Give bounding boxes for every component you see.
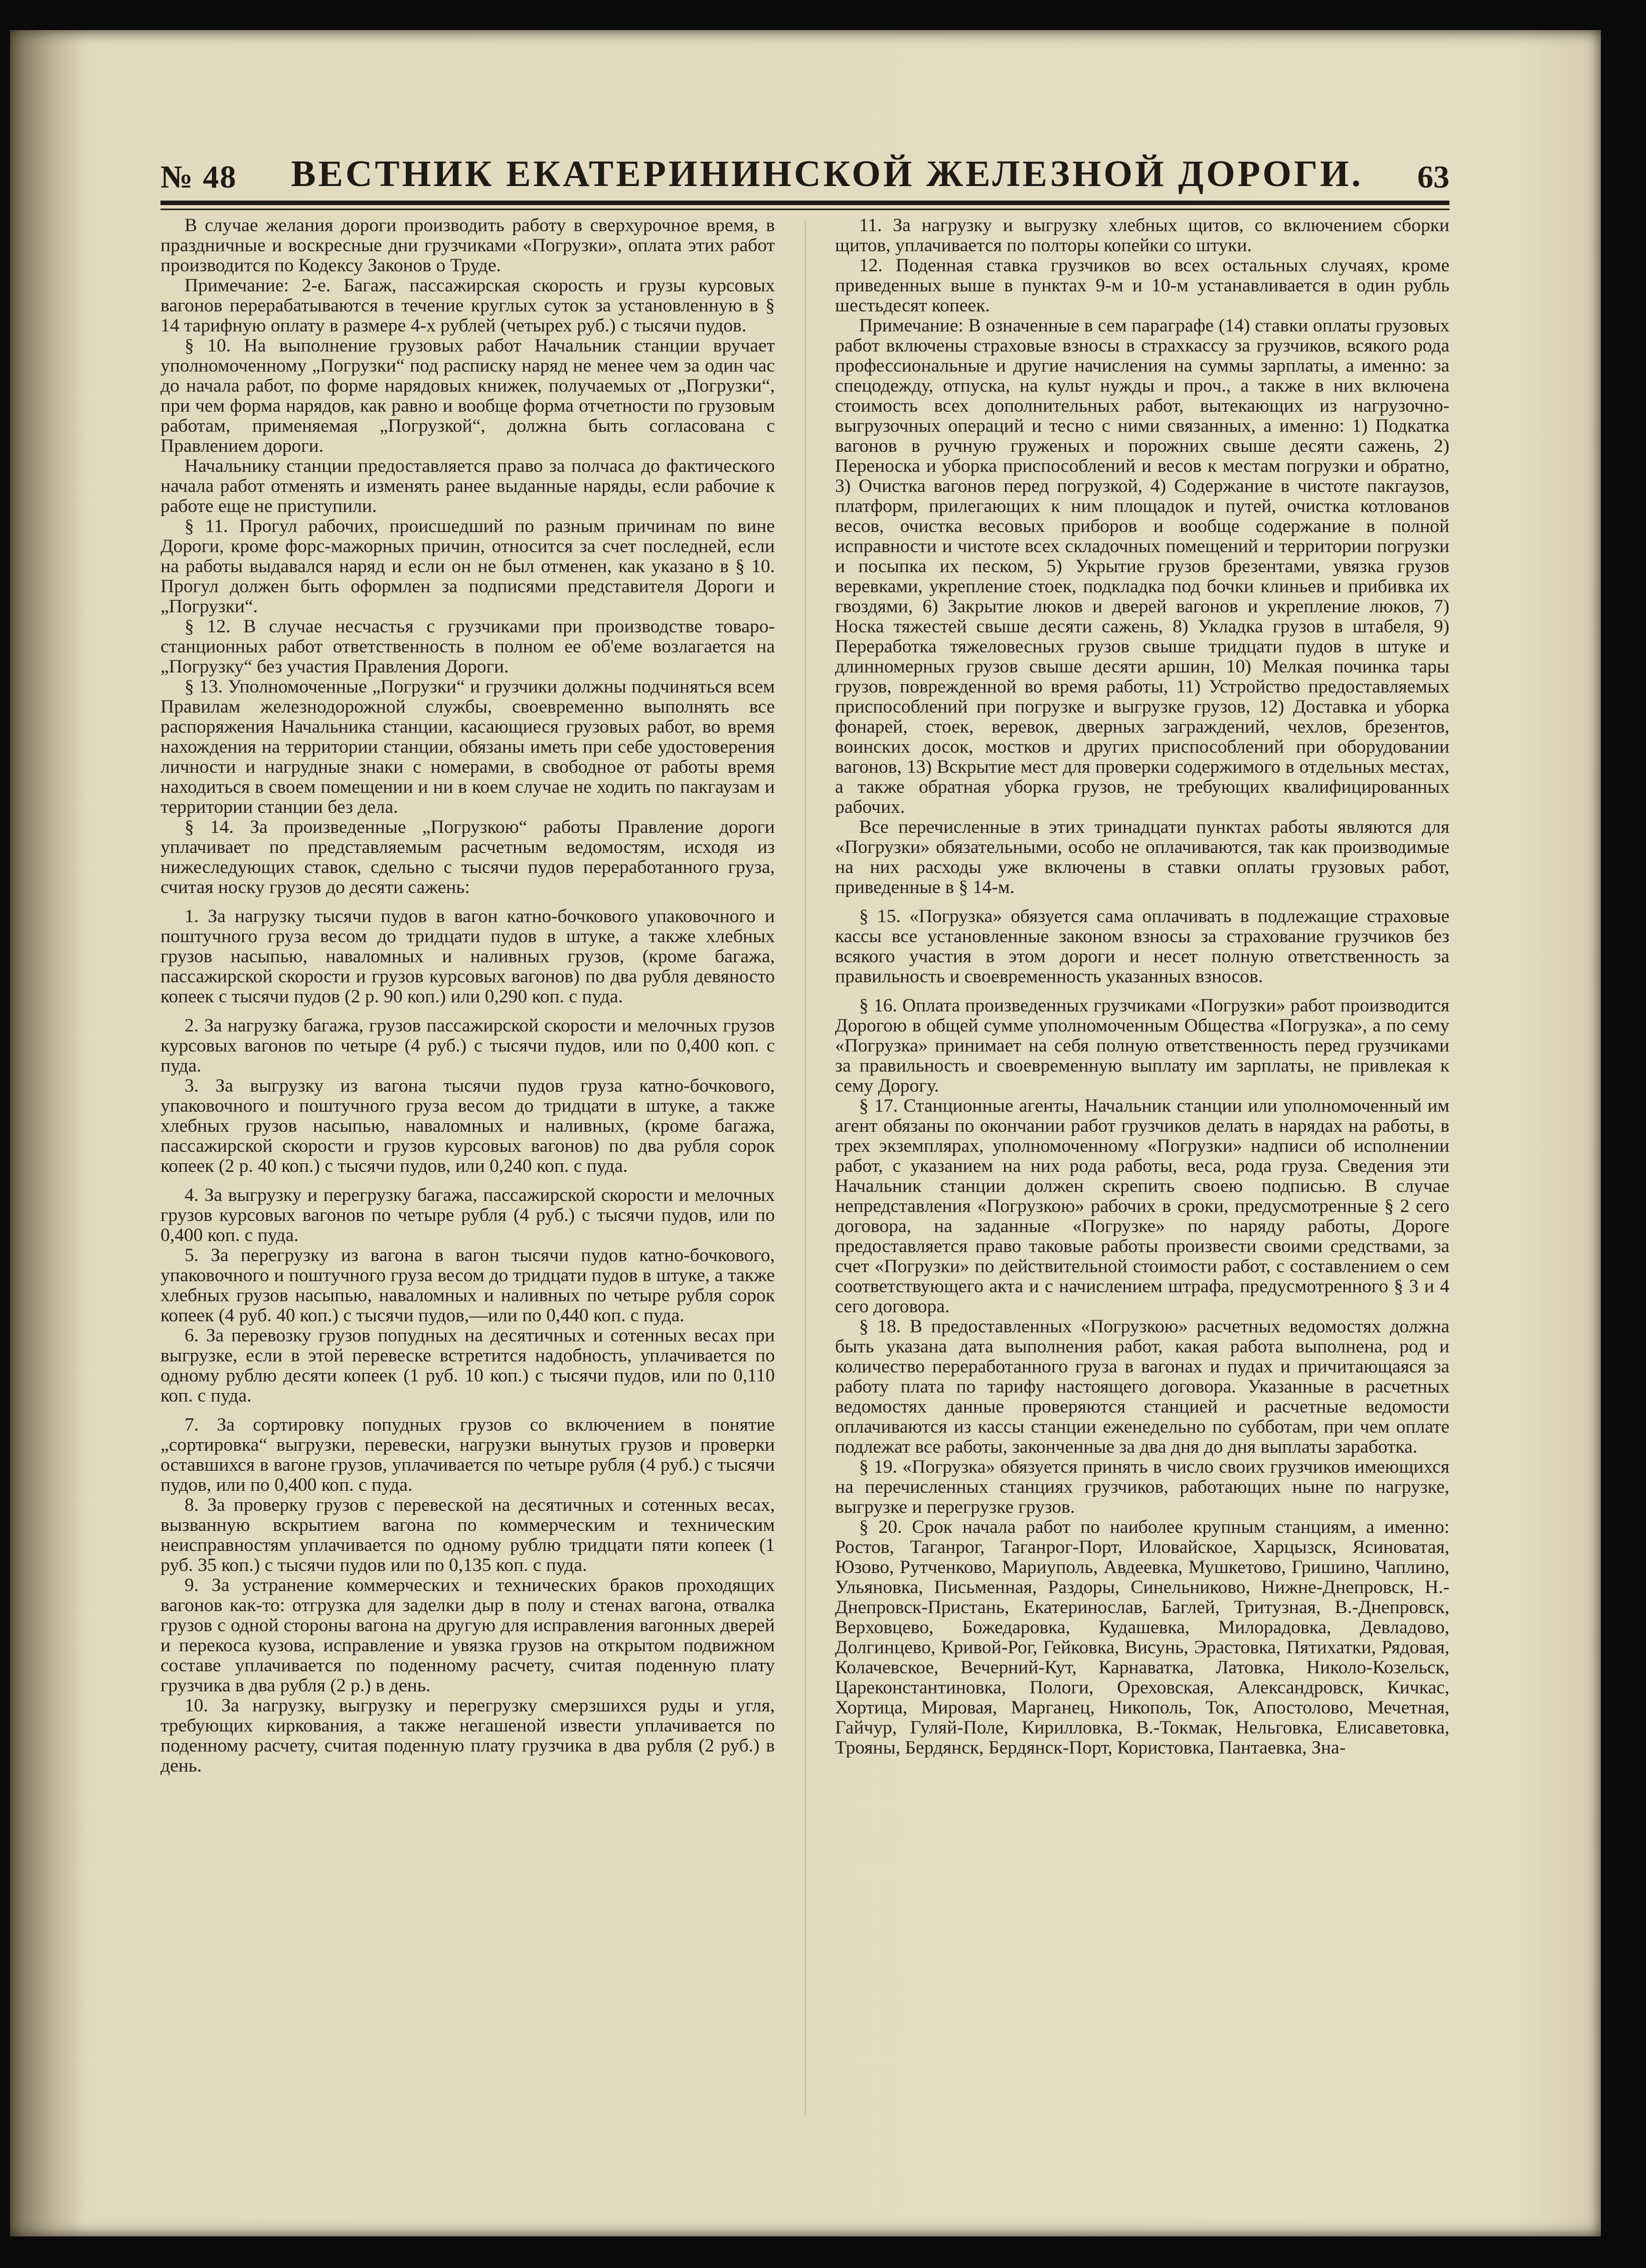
paragraph: Примечание: В означенные в сем параграфе (14) ставки оплаты грузовых работ включены страховые взносы в страхкассу за грузчиков, всякого рода профессиональные и другие начисления на суммы зарплаты, а именно: за спецодежду, отпуска, на культ нужды и проч., а также в них включена стоимость всех дополнительных работ, вытекающих из нагрузочно-выгрузочных операций и тесно с ними связанных, а именно: 1) Подкатка вагонов в ручную груженых и порожних свыше десяти сажень, 2) Переноска и уборка приспособлений и весов к местам погрузки и обратно, 3) Очистка вагонов перед погрузкой, 4) Содержание в чистоте пакгаузов, платформ, прилегающих к ним площадок и путей, очистка котлованов весов, очистка весовых приборов и вообще содержание в полной исправности и чистоте всех складочных помещений и территории погрузки и посыпка их песком, 5) Укрытие грузов брезентами, увязка грузов веревками, укрепление стоек, подкладка под бочки клиньев и прибивка их гвоздями, 6) Закрытие люков и дверей вагонов и укрепление люков, 7) Носка тяжестей свыше десяти сажень, 8) Укладка грузов в штабеля, 9) Переработка тяжеловесных грузов свыше тридцати пудов в штуке и длинномерных грузов свыше десяти аршин, 10) Мелкая починка тары грузов, поврежденной во время работы, 11) Устройство предоставляемых приспособлений при погрузке и выгрузке грузов, 12) Доставка и уборка фонарей, стоек, веревок, дверных заграждений, чехлов, брезентов, воинских досок, мостков и других приспособлений при оборудовании вагонов, 13) Вскрытие мест для проверки содержимого в отдельных местах, а также обратная уборка грузов, не требующих квалифицированных рабочих. <box>835 315 1449 817</box>
journal-page <box>10 30 1601 2236</box>
paragraph: 2. За нагрузку багажа, грузов пассажирской скорости и мелочных грузов курсовых вагонов по четыре (4 руб.) с тысячи пудов, или по 0,400 коп. с пуда. <box>160 1015 775 1076</box>
paragraph: 1. За нагрузку тысячи пудов в вагон катно-бочкового упаковочного и поштучного груза весом до тридцати пудов в штуке, а также хлебных грузов насыпью, наваломных и наливных грузов, (кроме багажа, пассажирской скорости и грузов курсовых вагонов) по два рубля девяносто копеек с тысячи пудов (2 р. 90 коп.) или 0,290 коп. с пуда. <box>160 906 775 1007</box>
paragraph: § 14. За произведенные „Погрузкою“ работы Правление дороги уплачивает по представляемым расчетным ведомостям, исходя из нижеследующих ставок, сдельно с тысячи пудов переработанного груза, считая носку грузов до десяти сажень: <box>160 817 775 898</box>
paragraph: § 10. На выполнение грузовых работ Начальник станции вручает уполномоченному „Погрузки“ под расписку наряд не менее чем за один час до начала работ, по форме нарядовых книжек, получаемых от „Погрузки“, при чем форма нарядов, как равно и вообще форма отчетности по грузовым работам, применяемая „Погрузкой“, должна быть согласована с Правлением дороги. <box>160 335 775 456</box>
paragraph: § 20. Срок начала работ по наиболее крупным станциям, а именно: Ростов, Таганрог, Таганрог-Порт, Иловайское, Харцызск, Ясиноватая, Юзово, Рутченково, Мариуполь, Авдеевка, Мушкетово, Гришино, Чаплино, Ульяновка, Письменная, Раздоры, Синельниково, Нижне-Днепровск, Н.-Днепровск-Пристань, Екатеринослав, Баглей, Тритузная, В.-Днепровск, Верховцево, Божедаровка, Кудашевка, Милорадовка, Девладово, Долгинцево, Кривой-Рог, Гейковка, Висунь, Эрастовка, Пятихатки, Рядовая, Колачевское, Вечерний-Кут, Карнаватка, Латовка, Николо-Козельск, Цареконстантиновка, Пологи, Ореховская, Александровск, Кичкас, Хортица, Мировая, Марганец, Никополь, Ток, Апостолово, Мечетная, Гайчур, Гуляй-Поле, Кирилловка, В.-Токмак, Нельговка, Елисаветовка, Трояны, Бердянск, Бердянск-Порт, Користовка, Пантаевка, Зна- <box>835 1517 1449 1758</box>
header-rule-thin <box>160 209 1449 210</box>
paragraph: В случае желания дороги производить работу в сверхурочное время, в праздничные и воскресные дни грузчиками «Погрузки», оплата этих работ производится по Кодексу Законов о Труде. <box>160 216 775 276</box>
paragraph: § 18. В предоставленных «Погрузкою» расчетных ведомостях должна быть указана дата выполнения работ, какая работа выполнена, род и количество переработанного груза в вагонах и пудах и причитающаяся за работу плата по тарифу настоящего договора. Указанные в расчетных ведомостях данные проверяются станцией и расчетные ведомости оплачиваются из кассы станции еженедельно по субботам, при чем оплате подлежат все работы, законченные за два дня до дня выплаты заработка. <box>835 1316 1449 1457</box>
issue-number: № 48 <box>160 159 237 195</box>
page-header <box>160 135 1449 196</box>
paragraph: § 17. Станционные агенты, Начальник станции или уполномоченный им агент обязаны по окончании работ грузчиков делать в нарядах на работы, в трех экземплярах, уполномоченному «Погрузки» надписи об исполнении работ, с указанием на них рода работы, веса, рода груза. Сведения эти Начальник станции должен скрепить своею подписью. В случае непредставления «Погрузкою» рабочих в сроки, предусмотренные § 2 сего договора, на заданные «Погрузке» по наряду работы, Дороге предоставляется право таковые работы произвести своими средствами, за счет «Погрузки» по действительной стоимости работ, с составлением о сем соответствующего акта и с начислением штрафа, предусмотренного § 3 и 4 сего договора. <box>835 1096 1449 1317</box>
journal-title: ВЕСТНИК ЕКАТЕРИНИНСКОЙ ЖЕЛЕЗНОЙ ДОРОГИ. <box>291 153 1364 195</box>
column-divider <box>805 221 806 2116</box>
paragraph: 3. За выгрузку из вагона тысячи пудов груза катно-бочкового, упаковочного и поштучного груза весом до тридцати в штуке, а также хлебных грузов насыпью, наваломных и наливных, (кроме багажа, пассажирской скорости и грузов курсовых вагонов) по два рубля сорок копеек (2 р. 40 коп.) с тысячи пудов, или 0,240 коп. с пуда. <box>160 1076 775 1176</box>
page-gutter-shadow <box>10 30 85 2236</box>
paragraph: § 16. Оплата произведенных грузчиками «Погрузки» работ производится Дорогою в общей сумме уполномоченным Общества «Погрузка», а по сему «Погрузка» принимает на себя полную ответственность перед грузчиками за правильность и своевременную выплату им зарплаты, не привлекая к сему Дорогу. <box>835 995 1449 1096</box>
header-rule-thick <box>160 201 1449 205</box>
paragraph: 5. За перегрузку из вагона в вагон тысячи пудов катно-бочкового, упаковочного и поштучного груза весом до тридцати пудов в штуке, а также хлебных грузов насыпью, наваломных и наливных по четыре рубля сорок копеек (4 руб. 40 коп.) с тысячи пудов,—или по 0,440 коп. с пуда. <box>160 1245 775 1326</box>
paragraph: 6. За перевозку грузов попудных на десятичных и сотенных весах при выгрузке, если в этой перевеске встретится надобность, уплачивается по одному рублю десяти копеек (1 руб. 10 коп.) с тысячи пудов, или по 0,110 коп. с пуда. <box>160 1325 775 1406</box>
paragraph: § 19. «Погрузка» обязуется принять в число своих грузчиков имеющихся на перечисленных станциях грузчиков, работающих ныне по нагрузке, выгрузке и перегрузке грузов. <box>835 1457 1449 1517</box>
paragraph: § 13. Уполномоченные „Погрузки“ и грузчики должны подчиняться всем Правилам железнодорожной службы, своевременно выполнять все распоряжения Начальника станции, касающиеся грузовых работ, во время нахождения на территории станции, обязаны иметь при себе удостоверения личности и нагрудные знаки с номерами, в свободное от работы время находиться в своем помещении и ни в коем случае не ходить по пакгаузам и территории станции без дела. <box>160 676 775 817</box>
paragraph: 7. За сортировку попудных грузов со включением в понятие „сортировка“ выгрузки, перевески, нагрузки вынутых грузов и проверки оставшихся в вагоне грузов, уплачивается по четыре рубля (4 руб.) с тысячи пудов, или по 0,400 коп. с пуда. <box>160 1415 775 1495</box>
paragraph: 4. За выгрузку и перегрузку багажа, пассажирской скорости и мелочных грузов курсовых вагонов по четыре рубля (4 руб.) с тысячи пудов, или по 0,400 коп. с пуда. <box>160 1185 775 1246</box>
paragraph: 8. За проверку грузов с перевеской на десятичных и сотенных весах, вызванную вскрытием вагона по коммерческим и техническим неисправностям уплачивается по одному рублю тридцати пяти копеек (1 руб. 35 коп.) с тысячи пудов или по 0,135 коп. с пуда. <box>160 1495 775 1576</box>
paragraph: Начальнику станции предоставляется право за полчаса до фактического начала работ отменять и изменять ранее выданные наряды, если рабочие к работе еще не приступили. <box>160 456 775 516</box>
paragraph: § 11. Прогул рабочих, происшедший по разным причинам по вине Дороги, кроме форс-мажорных причин, относится за счет последней, если на работы выдавался наряд и если он не был отменен, как указано в § 10. Прогул должен быть оформлен за подписями представителя Дороги и „Погрузки“. <box>160 516 775 617</box>
paragraph: 9. За устранение коммерческих и технических браков проходящих вагонов как-то: отгрузка для заделки дыр в полу и стенах вагона, отвалка грузов с одной стороны вагона на другую для исправления вагонных дверей и перекоса кузова, исправление и увязка грузов на открытом подвижном составе уплачивается по поденному расчету, считая поденную плату грузчика в два рубля (2 р.) в день. <box>160 1575 775 1696</box>
paragraph: 11. За нагрузку и выгрузку хлебных щитов, со включением сборки щитов, уплачивается по полторы копейки со штуки. <box>835 216 1449 256</box>
paragraph: Все перечисленные в этих тринадцати пунктах работы являются для «Погрузки» обязательными, особо не оплачиваются, так как производимые на них расходы уже включены в ставки оплаты грузовых работ, приведенные в § 14-м. <box>835 817 1449 898</box>
paragraph: § 12. В случае несчастья с грузчиками при производстве товаро-станционных работ ответственность в полном ее об'еме возлагается на „Погрузку“ без участия Правления Дороги. <box>160 616 775 677</box>
paragraph: 12. Поденная ставка грузчиков во всех остальных случаях, кроме приведенных выше в пунктах 9-м и 10-м устанавливается в один рубль шестьдесят копеек. <box>835 255 1449 316</box>
paragraph: 10. За нагрузку, выгрузку и перегрузку смерзшихся руды и угля, требующих киркования, а также негашеной извести уплачивается по поденному расчету, считая поденную плату грузчика в два рубля (2 руб.) в день. <box>160 1695 775 1776</box>
left-text-column <box>160 216 775 2131</box>
page-number: 63 <box>1417 159 1449 195</box>
paragraph: § 15. «Погрузка» обязуется сама оплачивать в подлежащие страховые кассы все установленные законом взносы за страхование грузчиков без всякого участия в этом дороги и несет полную ответственность за правильность и своевременность указанных взносов. <box>835 906 1449 987</box>
paragraph: Примечание: 2-е. Багаж, пассажирская скорость и грузы курсовых вагонов перерабатываются в течение круглых суток за установленную в § 14 тарифную оплату в размере 4-х рублей (четырех руб.) с тысячи пудов. <box>160 275 775 336</box>
right-text-column <box>835 216 1449 2131</box>
